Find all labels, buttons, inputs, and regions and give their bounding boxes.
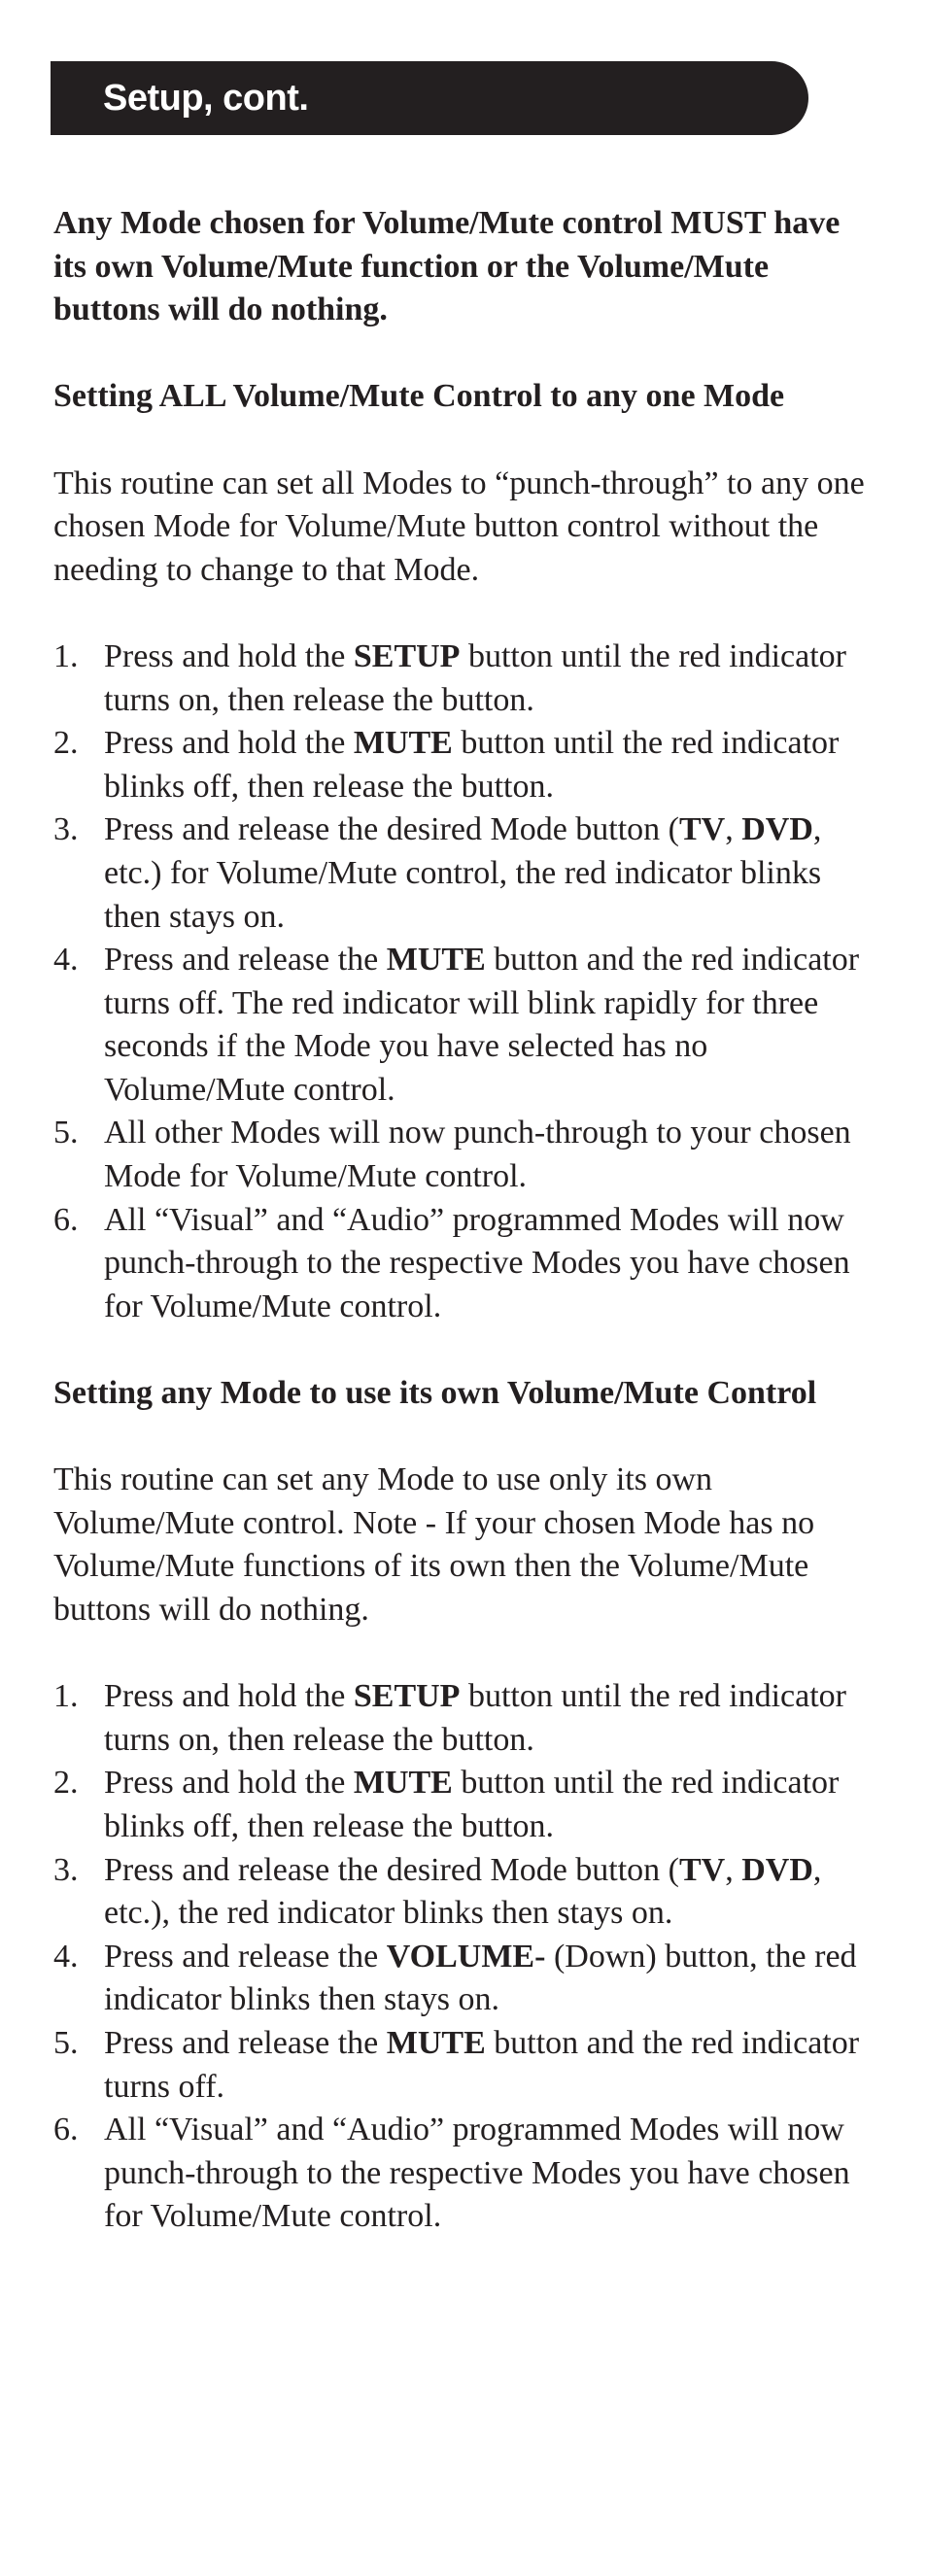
list-item — [53, 939, 879, 1112]
step-number: 5. — [53, 1115, 79, 1151]
step-text: button and the red indicator turns off. — [104, 2024, 860, 2105]
step-text: (Down) button, the red indicator blinks then stays on. — [104, 1938, 857, 2018]
step-text: All “Visual” and “Audio” programmed Modes will now punch-through to the respective Modes you have chosen for Volume/Mute control. — [104, 1201, 850, 1324]
section1-heading: Setting ALL Volume/Mute Control to any one Mode — [53, 378, 785, 415]
step-number: 1. — [53, 1678, 79, 1715]
step-number: 4. — [53, 1938, 79, 1975]
step-text: button and the red indicator turns off. The red indicator will blink rapidly for three seconds if the Mode you have selected has no Volume/Mute control. — [104, 942, 860, 1108]
list-item — [53, 1762, 879, 1848]
step-button-name: DVD — [741, 1851, 813, 1888]
step-number: 1. — [53, 637, 79, 674]
step-button-name: TV — [679, 811, 726, 848]
step-text: Press and release the desired Mode button ( — [104, 811, 679, 848]
page-content — [53, 202, 879, 2283]
warning-text: Any Mode chosen for Volume/Mute control MUST have its own Volume/Mute function or the Volume/Mute buttons will do nothing. — [53, 205, 841, 328]
step-button-name: SETUP — [353, 1678, 461, 1715]
step-number: 3. — [53, 811, 79, 848]
list-item — [53, 1112, 879, 1198]
step-button-name: MUTE — [353, 1765, 453, 1802]
step-button-name: TV — [679, 1851, 726, 1888]
step-text: Press and hold the — [104, 637, 354, 674]
step-text: , — [725, 1851, 742, 1888]
list-item — [53, 1199, 879, 1329]
step-text: button until the red indicator blinks off, then release the button. — [104, 725, 840, 805]
step-text: Press and hold the — [104, 725, 354, 762]
list-item — [53, 808, 879, 939]
step-button-name: SETUP — [353, 637, 461, 674]
section1-intro: This routine can set all Modes to “punch-through” to any one chosen Mode for Volume/Mute button control without the needing to change to that Mode. — [53, 464, 865, 588]
list-item — [53, 1936, 879, 2022]
step-text: All other Modes will now punch-through to your chosen Mode for Volume/Mute control. — [104, 1115, 851, 1195]
step-number: 5. — [53, 2024, 79, 2061]
step-text: Press and release the — [104, 2024, 387, 2061]
section1-steps — [53, 635, 879, 1329]
step-text: Press and release the desired Mode button ( — [104, 1851, 679, 1888]
step-number: 6. — [53, 1201, 79, 1238]
step-text: , — [725, 811, 742, 848]
list-item — [53, 635, 879, 722]
step-button-name: MUTE — [386, 2024, 486, 2061]
list-item — [53, 2109, 879, 2239]
section2-steps — [53, 1675, 879, 2239]
step-text: , etc.), the red indicator blinks then stays on. — [104, 1851, 822, 1932]
step-number: 2. — [53, 725, 79, 762]
step-number: 2. — [53, 1765, 79, 1802]
list-item — [53, 1849, 879, 1936]
step-text: Press and release the — [104, 1938, 387, 1975]
step-number: 6. — [53, 2112, 79, 2148]
step-number: 3. — [53, 1851, 79, 1888]
step-text: Press and release the — [104, 942, 387, 979]
step-text: All “Visual” and “Audio” programmed Modes will now punch-through to the respective Modes you have chosen for Volume/Mute control. — [104, 2112, 850, 2235]
step-text: Press and hold the — [104, 1678, 354, 1715]
step-button-name: VOLUME- — [386, 1938, 546, 1975]
list-item — [53, 2022, 879, 2109]
section2-heading: Setting any Mode to use its own Volume/Mute Control — [53, 1375, 817, 1412]
section2-intro: This routine can set any Mode to use only its own Volume/Mute control. Note - If your chosen Mode has no Volume/Mute functions of its own then the Volume/Mute buttons will do nothing. — [53, 1461, 815, 1628]
step-button-name: MUTE — [386, 942, 486, 979]
step-number: 4. — [53, 942, 79, 979]
step-button-name: DVD — [741, 811, 813, 848]
list-item — [53, 1675, 879, 1762]
list-item — [53, 722, 879, 808]
step-text: , etc.) for Volume/Mute control, the red indicator blinks then stays on. — [104, 811, 822, 935]
page-title: Setup, cont. — [103, 77, 309, 119]
step-text: button until the red indicator turns on, then release the button. — [104, 637, 846, 718]
step-button-name: MUTE — [353, 725, 453, 762]
section-header-bar — [51, 61, 808, 135]
step-text: button until the red indicator turns on, then release the button. — [104, 1678, 846, 1758]
step-text: Press and hold the — [104, 1765, 354, 1802]
step-text: button until the red indicator blinks off, then release the button. — [104, 1765, 840, 1844]
